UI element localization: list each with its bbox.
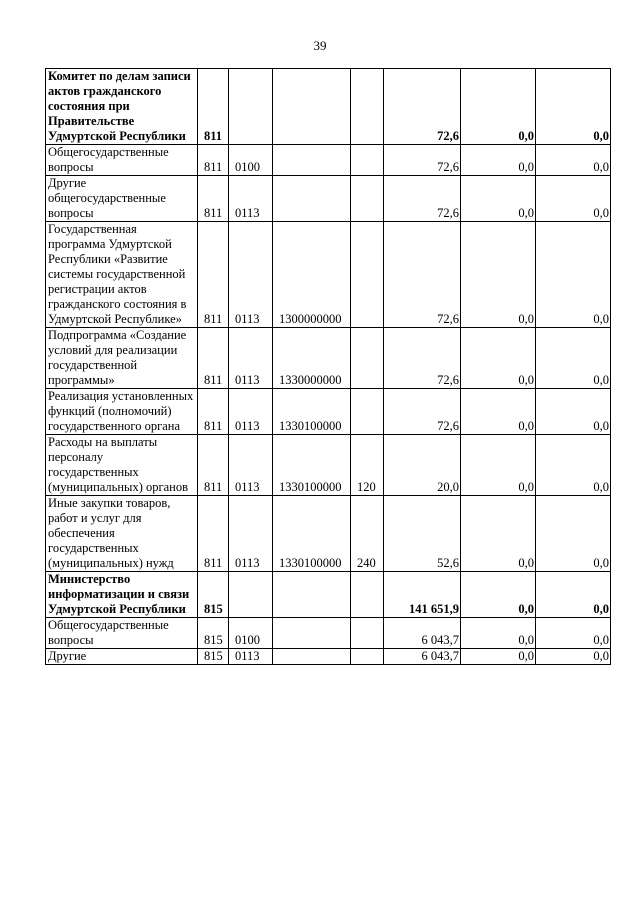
ministry-code: 811 xyxy=(198,328,229,389)
expense-type-code xyxy=(351,649,384,665)
item-name: Общегосударственные вопросы xyxy=(46,618,198,649)
amount-total: 20,0 xyxy=(384,435,461,496)
amount-total: 52,6 xyxy=(384,496,461,572)
section-code: 0113 xyxy=(229,649,273,665)
section-code xyxy=(229,69,273,145)
section-code: 0100 xyxy=(229,618,273,649)
expense-type-code: 240 xyxy=(351,496,384,572)
table-row xyxy=(46,389,611,435)
item-name: Иные закупки товаров, работ и услуг для обеспечения государственных (муниципальных) нужд xyxy=(46,496,198,572)
table-row xyxy=(46,176,611,222)
target-article-code xyxy=(273,572,351,618)
amount-third: 0,0 xyxy=(536,496,611,572)
item-name: Общегосударственные вопросы xyxy=(46,145,198,176)
amount-total: 72,6 xyxy=(384,69,461,145)
budget-table xyxy=(45,68,611,665)
target-article-code xyxy=(273,69,351,145)
expense-type-code xyxy=(351,145,384,176)
target-article-code: 1330000000 xyxy=(273,328,351,389)
item-name: Министерство информатизации и связи Удмуртской Республики xyxy=(46,572,198,618)
expense-type-code: 120 xyxy=(351,435,384,496)
section-code xyxy=(229,572,273,618)
item-name: Подпрограмма «Создание условий для реализации государственной программы» xyxy=(46,328,198,389)
target-article-code: 1330100000 xyxy=(273,435,351,496)
expense-type-code xyxy=(351,618,384,649)
amount-third: 0,0 xyxy=(536,145,611,176)
ministry-code: 811 xyxy=(198,496,229,572)
table-row xyxy=(46,496,611,572)
amount-total: 141 651,9 xyxy=(384,572,461,618)
section-code: 0113 xyxy=(229,389,273,435)
expense-type-code xyxy=(351,176,384,222)
table-row xyxy=(46,618,611,649)
ministry-code: 811 xyxy=(198,389,229,435)
ministry-code: 815 xyxy=(198,572,229,618)
expense-type-code xyxy=(351,389,384,435)
table-row xyxy=(46,222,611,328)
expense-type-code xyxy=(351,328,384,389)
amount-total: 72,6 xyxy=(384,222,461,328)
item-name: Реализация установленных функций (полномочий) государственного органа xyxy=(46,389,198,435)
target-article-code: 1300000000 xyxy=(273,222,351,328)
amount-total: 6 043,7 xyxy=(384,649,461,665)
amount-total: 72,6 xyxy=(384,389,461,435)
item-name: Государственная программа Удмуртской Республики «Развитие системы государственной регистрации актов гражданского состояния в Удмуртской Республике» xyxy=(46,222,198,328)
amount-second: 0,0 xyxy=(461,176,536,222)
section-code: 0113 xyxy=(229,435,273,496)
amount-second: 0,0 xyxy=(461,389,536,435)
amount-third: 0,0 xyxy=(536,69,611,145)
expense-type-code xyxy=(351,572,384,618)
amount-total: 72,6 xyxy=(384,176,461,222)
amount-third: 0,0 xyxy=(536,328,611,389)
expense-type-code xyxy=(351,222,384,328)
ministry-code: 811 xyxy=(198,222,229,328)
ministry-code: 815 xyxy=(198,618,229,649)
amount-third: 0,0 xyxy=(536,618,611,649)
amount-total: 72,6 xyxy=(384,328,461,389)
amount-second: 0,0 xyxy=(461,572,536,618)
amount-third: 0,0 xyxy=(536,222,611,328)
section-code: 0100 xyxy=(229,145,273,176)
amount-second: 0,0 xyxy=(461,69,536,145)
budget-table-body xyxy=(46,69,611,665)
ministry-code: 811 xyxy=(198,176,229,222)
amount-third: 0,0 xyxy=(536,435,611,496)
table-row xyxy=(46,145,611,176)
section-code: 0113 xyxy=(229,328,273,389)
section-code: 0113 xyxy=(229,176,273,222)
target-article-code xyxy=(273,176,351,222)
amount-total: 6 043,7 xyxy=(384,618,461,649)
amount-second: 0,0 xyxy=(461,618,536,649)
ministry-code: 811 xyxy=(198,145,229,176)
amount-third: 0,0 xyxy=(536,176,611,222)
amount-second: 0,0 xyxy=(461,496,536,572)
table-row xyxy=(46,649,611,665)
table-row xyxy=(46,572,611,618)
table-row xyxy=(46,328,611,389)
amount-third: 0,0 xyxy=(536,649,611,665)
ministry-code: 815 xyxy=(198,649,229,665)
amount-second: 0,0 xyxy=(461,435,536,496)
table-row xyxy=(46,69,611,145)
table-row xyxy=(46,435,611,496)
target-article-code xyxy=(273,649,351,665)
amount-second: 0,0 xyxy=(461,222,536,328)
section-code: 0113 xyxy=(229,222,273,328)
page-number: 39 xyxy=(313,38,327,53)
item-name: Другие общегосударственные вопросы xyxy=(46,176,198,222)
amount-second: 0,0 xyxy=(461,328,536,389)
ministry-code: 811 xyxy=(198,69,229,145)
item-name: Расходы на выплаты персоналу государственных (муниципальных) органов xyxy=(46,435,198,496)
target-article-code xyxy=(273,145,351,176)
amount-third: 0,0 xyxy=(536,572,611,618)
amount-third: 0,0 xyxy=(536,389,611,435)
ministry-code: 811 xyxy=(198,435,229,496)
amount-second: 0,0 xyxy=(461,649,536,665)
expense-type-code xyxy=(351,69,384,145)
item-name: Комитет по делам записи актов гражданского состояния при Правительстве Удмуртской Республики xyxy=(46,69,198,145)
item-name: Другие xyxy=(46,649,198,665)
target-article-code: 1330100000 xyxy=(273,496,351,572)
section-code: 0113 xyxy=(229,496,273,572)
amount-second: 0,0 xyxy=(461,145,536,176)
target-article-code xyxy=(273,618,351,649)
target-article-code: 1330100000 xyxy=(273,389,351,435)
amount-total: 72,6 xyxy=(384,145,461,176)
